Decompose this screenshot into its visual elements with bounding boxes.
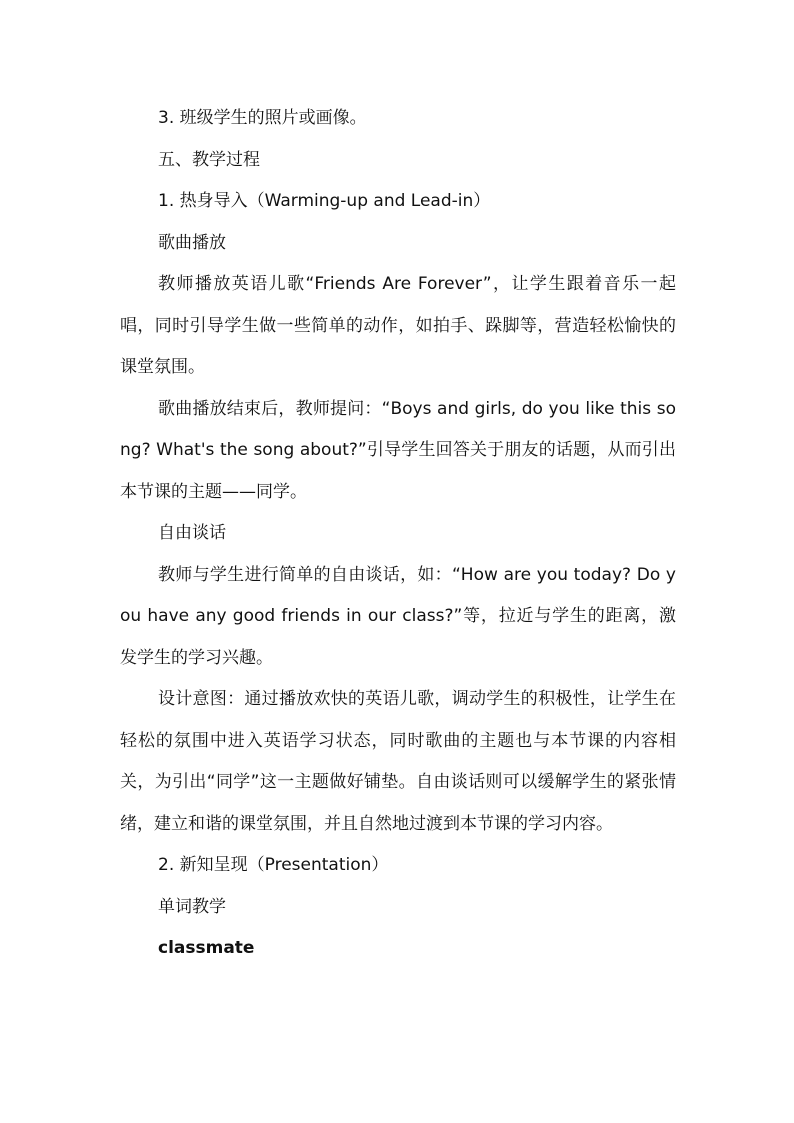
subheading-free-talk: 自由谈话 (158, 523, 226, 543)
step-heading-warmup: 1. 热身导入（Warming-up and Lead-in） (158, 191, 491, 211)
subheading-vocabulary: 单词教学 (158, 896, 226, 917)
step-heading-presentation: 2. 新知呈现（Presentation） (158, 855, 389, 875)
subheading-song-play: 歌曲播放 (158, 232, 226, 253)
paragraph-question: 歌曲播放结束后，教师提问：“Boys and girls, do you like this song? What's the song about?”引导学生回答关于朋友的话题，从而引出本节课的主题——同学。 (120, 398, 676, 502)
paragraph-free-talk: 教师与学生进行简单的自由谈话，如：“How are you today? Do you have any good friends in our class?”等，拉近与学生的距离，激发学生的学习兴趣。 (120, 564, 676, 668)
vocabulary-word: classmate (158, 938, 255, 958)
list-item-materials-3: 3. 班级学生的照片或画像。 (158, 108, 367, 128)
paragraph-design-intent: 设计意图：通过播放欢快的英语儿歌，调动学生的积极性，让学生在轻松的氛围中进入英语学习状态，同时歌曲的主题也与本节课的内容相关，为引出“同学”这一主题做好铺垫。自由谈话则可以缓解学生的紧张情绪，建立和谐的课堂氛围，并且自然地过渡到本节课的学习内容。 (120, 689, 676, 834)
document-body (120, 98, 676, 970)
section-heading-teaching-process: 五、教学过程 (158, 149, 260, 170)
paragraph-song: 教师播放英语儿歌“Friends Are Forever”，让学生跟着音乐一起唱，同时引导学生做一些简单的动作，如拍手、跺脚等，营造轻松愉快的课堂氛围。 (120, 274, 676, 377)
